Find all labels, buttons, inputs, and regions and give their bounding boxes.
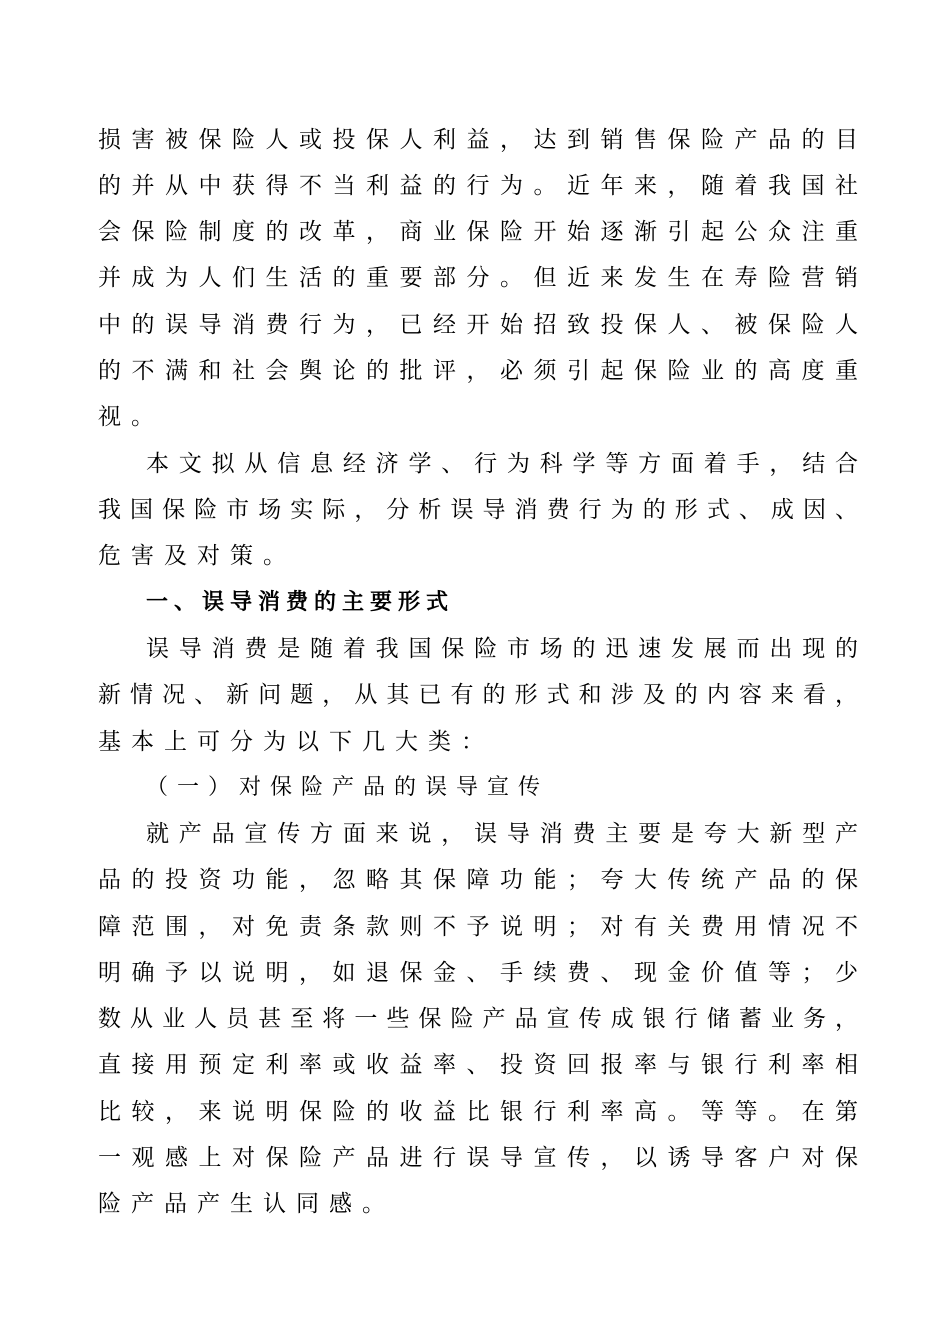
paragraph-line: 障范围，对免责条款则不予说明；对有关费用情况不 — [98, 914, 858, 940]
paragraph-line: 数从业人员甚至将一些保险产品宣传成银行储蓄业务， — [98, 1006, 858, 1032]
paragraph-line: 危害及对策。 — [98, 543, 296, 569]
paragraph-line: 直接用预定利率或收益率、投资回报率与银行利率相 — [98, 1052, 858, 1078]
paragraph-line: 一观感上对保险产品进行误导宣传，以诱导客户对保 — [98, 1145, 858, 1171]
paragraph-line: 品的投资功能，忽略其保障功能；夸大传统产品的保 — [98, 867, 858, 893]
paragraph-line: 视。 — [98, 404, 164, 430]
subsection-heading: （一）对保险产品的误导宣传 — [146, 775, 550, 800]
section-heading: 一、误导消费的主要形式 — [146, 590, 455, 615]
paragraph-line: 明确予以说明，如退保金、手续费、现金价值等；少 — [98, 960, 858, 986]
paragraph-line: 我国保险市场实际，分析误导消费行为的形式、成因、 — [98, 497, 858, 523]
paragraph-line: 会保险制度的改革，商业保险开始逐渐引起公众注重 — [98, 219, 858, 245]
paragraph-line: 误导消费是随着我国保险市场的迅速发展而出现的 — [146, 636, 858, 662]
paragraph-line: 新情况、新问题，从其已有的形式和涉及的内容来看， — [98, 682, 858, 708]
paragraph-line: 的并从中获得不当利益的行为。近年来，随着我国社 — [98, 173, 858, 199]
paragraph-line: 并成为人们生活的重要部分。但近来发生在寿险营销 — [98, 265, 858, 291]
paragraph-line: 就产品宣传方面来说，误导消费主要是夸大新型产 — [146, 821, 858, 847]
paragraph-line: 的不满和社会舆论的批评，必须引起保险业的高度重 — [98, 358, 858, 384]
paragraph-line: 损害被保险人或投保人利益，达到销售保险产品的目 — [98, 127, 858, 153]
paragraph-line: 本文拟从信息经济学、行为科学等方面着手，结合 — [146, 451, 858, 477]
paragraph-line: 比较，来说明保险的收益比银行利率高。等等。在第 — [98, 1099, 858, 1125]
paragraph-line: 基本上可分为以下几大类： — [98, 729, 494, 755]
paragraph-line: 中的误导消费行为，已经开始招致投保人、被保险人 — [98, 312, 858, 338]
paragraph-line: 险产品产生认同感。 — [98, 1191, 395, 1217]
